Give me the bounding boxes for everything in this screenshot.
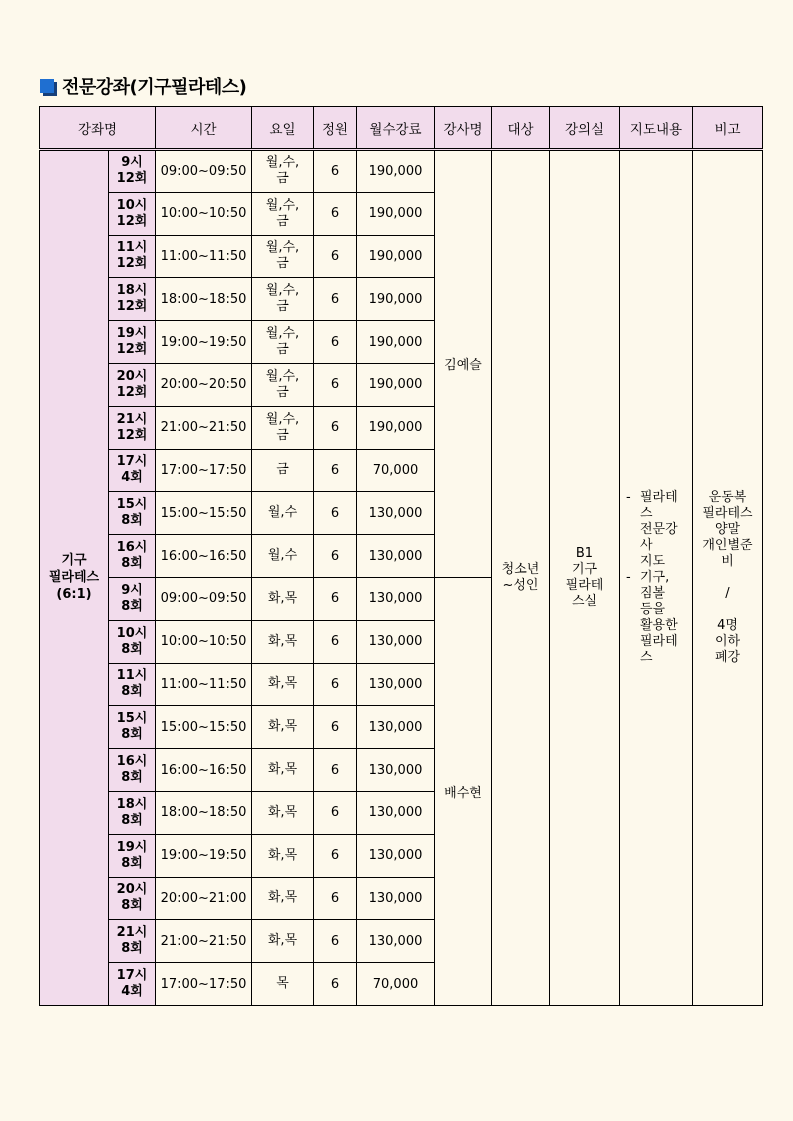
line: 8회 bbox=[121, 941, 143, 957]
fee-cell: 190,000 bbox=[357, 278, 435, 321]
line: 비 bbox=[721, 553, 734, 569]
line: 월,수 bbox=[267, 505, 298, 521]
line: 월,수, bbox=[265, 197, 300, 213]
time-cell: 19:00~19:50 bbox=[156, 321, 252, 364]
line: 10시 bbox=[116, 197, 148, 213]
line: 17시 bbox=[116, 968, 148, 984]
capacity-cell: 6 bbox=[314, 706, 357, 749]
header-target: 대상 bbox=[492, 107, 550, 150]
days-cell bbox=[252, 192, 314, 235]
capacity-cell: 6 bbox=[314, 406, 357, 449]
time-cell: 16:00~16:50 bbox=[156, 749, 252, 792]
header-instructor: 강사명 bbox=[435, 107, 492, 150]
content-cell bbox=[620, 150, 693, 1006]
line: 필라테 bbox=[640, 489, 678, 505]
dash-bullet: - bbox=[626, 569, 631, 585]
time-cell: 21:00~21:50 bbox=[156, 406, 252, 449]
session-cell bbox=[109, 706, 156, 749]
line: 8회 bbox=[121, 556, 143, 572]
line: 금 bbox=[276, 299, 289, 315]
line: 18시 bbox=[116, 283, 148, 299]
days-cell bbox=[252, 278, 314, 321]
line: 11시 bbox=[116, 240, 148, 256]
days-cell bbox=[252, 663, 314, 706]
line: 스실 bbox=[571, 593, 598, 609]
time-cell: 10:00~10:50 bbox=[156, 620, 252, 663]
line: 15시 bbox=[116, 497, 148, 513]
table-header-row bbox=[40, 107, 763, 150]
line: 사 bbox=[640, 537, 653, 553]
line: 화,목 bbox=[267, 762, 298, 778]
line: 화,목 bbox=[267, 933, 298, 949]
line: 21시 bbox=[116, 925, 148, 941]
header-days: 요일 bbox=[252, 107, 314, 150]
session-cell bbox=[109, 192, 156, 235]
instructor-cell: 배수현 bbox=[435, 577, 492, 1005]
time-cell: 20:00~21:00 bbox=[156, 877, 252, 920]
fee-cell: 190,000 bbox=[357, 363, 435, 406]
fee-cell: 130,000 bbox=[357, 877, 435, 920]
session-cell bbox=[109, 963, 156, 1006]
line: 목 bbox=[276, 976, 289, 992]
line: 금 bbox=[276, 342, 289, 358]
line: 기구 bbox=[61, 553, 87, 569]
line: (6:1) bbox=[56, 587, 92, 603]
days-cell bbox=[252, 363, 314, 406]
instructor-cell: 김예슬 bbox=[435, 150, 492, 578]
capacity-cell: 6 bbox=[314, 577, 357, 620]
line: 월,수, bbox=[265, 368, 300, 384]
time-cell: 17:00~17:50 bbox=[156, 449, 252, 492]
days-cell bbox=[252, 834, 314, 877]
line: 8회 bbox=[121, 855, 143, 871]
session-cell bbox=[109, 492, 156, 535]
line: 짐볼 bbox=[640, 585, 666, 601]
fee-cell: 190,000 bbox=[357, 192, 435, 235]
days-cell bbox=[252, 535, 314, 578]
fee-cell: 130,000 bbox=[357, 791, 435, 834]
line: 화,목 bbox=[267, 719, 298, 735]
line: 4회 bbox=[121, 470, 143, 486]
line: 8회 bbox=[121, 770, 143, 786]
line: 19시 bbox=[116, 839, 148, 855]
line: 금 bbox=[276, 213, 289, 229]
line: 8회 bbox=[121, 727, 143, 743]
capacity-cell: 6 bbox=[314, 834, 357, 877]
header-course: 강좌명 bbox=[40, 107, 156, 150]
time-cell: 11:00~11:50 bbox=[156, 663, 252, 706]
line: 금 bbox=[276, 384, 289, 400]
days-cell bbox=[252, 920, 314, 963]
line: 월,수, bbox=[265, 411, 300, 427]
time-cell: 16:00~16:50 bbox=[156, 535, 252, 578]
capacity-cell: 6 bbox=[314, 749, 357, 792]
time-cell: 19:00~19:50 bbox=[156, 834, 252, 877]
fee-cell: 130,000 bbox=[357, 706, 435, 749]
line: 기구 bbox=[571, 561, 598, 577]
time-cell: 20:00~20:50 bbox=[156, 363, 252, 406]
line: 월,수, bbox=[265, 240, 300, 256]
line: 15시 bbox=[116, 711, 148, 727]
session-cell bbox=[109, 150, 156, 193]
line: 화,목 bbox=[267, 847, 298, 863]
course-name-cell bbox=[40, 150, 109, 1006]
line: 폐강 bbox=[714, 649, 741, 665]
capacity-cell: 6 bbox=[314, 150, 357, 193]
session-cell bbox=[109, 663, 156, 706]
capacity-cell: 6 bbox=[314, 877, 357, 920]
session-cell bbox=[109, 321, 156, 364]
time-cell: 17:00~17:50 bbox=[156, 963, 252, 1006]
session-cell bbox=[109, 449, 156, 492]
session-cell bbox=[109, 363, 156, 406]
time-cell: 09:00~09:50 bbox=[156, 577, 252, 620]
section-heading bbox=[40, 74, 246, 98]
fee-cell: 190,000 bbox=[357, 150, 435, 193]
time-cell: 21:00~21:50 bbox=[156, 920, 252, 963]
capacity-cell: 6 bbox=[314, 963, 357, 1006]
line: 기구, bbox=[640, 569, 670, 585]
line bbox=[693, 570, 762, 586]
fee-cell: 130,000 bbox=[357, 577, 435, 620]
line: 12회 bbox=[116, 427, 148, 443]
section-title: 전문강좌(기구필라테스) bbox=[62, 77, 247, 98]
line: 12회 bbox=[116, 342, 148, 358]
room-cell bbox=[550, 150, 620, 1006]
line: 이하 bbox=[714, 633, 741, 649]
session-cell bbox=[109, 406, 156, 449]
capacity-cell: 6 bbox=[314, 492, 357, 535]
square-bullet-icon bbox=[40, 79, 54, 93]
session-cell bbox=[109, 877, 156, 920]
days-cell bbox=[252, 963, 314, 1006]
line: 화,목 bbox=[267, 590, 298, 606]
line: 월,수, bbox=[265, 155, 300, 171]
line: 8회 bbox=[121, 812, 143, 828]
header-capacity: 정원 bbox=[314, 107, 357, 150]
target-cell bbox=[492, 150, 550, 1006]
header-room: 강의실 bbox=[550, 107, 620, 150]
line: 4회 bbox=[121, 984, 143, 1000]
line: 8회 bbox=[121, 598, 143, 614]
line: 월,수, bbox=[265, 283, 300, 299]
line: 전문강 bbox=[640, 521, 678, 537]
session-cell bbox=[109, 791, 156, 834]
line: 스 bbox=[640, 505, 653, 521]
capacity-cell: 6 bbox=[314, 192, 357, 235]
line: 8회 bbox=[121, 513, 143, 529]
line: 등을 bbox=[640, 601, 666, 617]
days-cell bbox=[252, 791, 314, 834]
line: 활용한 bbox=[640, 617, 678, 633]
fee-cell: 130,000 bbox=[357, 535, 435, 578]
fee-cell: 190,000 bbox=[357, 321, 435, 364]
fee-cell: 70,000 bbox=[357, 449, 435, 492]
capacity-cell: 6 bbox=[314, 791, 357, 834]
line: 스 bbox=[640, 649, 653, 665]
capacity-cell: 6 bbox=[314, 278, 357, 321]
line: 12회 bbox=[116, 384, 148, 400]
header-note: 비고 bbox=[693, 107, 763, 150]
line: 8회 bbox=[121, 898, 143, 914]
session-cell bbox=[109, 834, 156, 877]
fee-cell: 190,000 bbox=[357, 406, 435, 449]
time-cell: 15:00~15:50 bbox=[156, 706, 252, 749]
header-fee: 월수강료 bbox=[357, 107, 435, 150]
line: 금 bbox=[276, 462, 289, 478]
line: 16시 bbox=[116, 754, 148, 770]
capacity-cell: 6 bbox=[314, 663, 357, 706]
line: 월,수 bbox=[267, 548, 298, 564]
line: 4명 bbox=[717, 617, 738, 633]
line: 지도 bbox=[640, 553, 666, 569]
line: 19시 bbox=[116, 326, 148, 342]
line: 월,수, bbox=[265, 326, 300, 342]
session-cell bbox=[109, 920, 156, 963]
session-cell bbox=[109, 620, 156, 663]
days-cell bbox=[252, 749, 314, 792]
days-cell bbox=[252, 620, 314, 663]
line: 필라테 bbox=[565, 577, 604, 593]
days-cell bbox=[252, 877, 314, 920]
line: 화,목 bbox=[267, 804, 298, 820]
capacity-cell: 6 bbox=[314, 449, 357, 492]
header-time: 시간 bbox=[156, 107, 252, 150]
fee-cell: 130,000 bbox=[357, 920, 435, 963]
session-cell bbox=[109, 235, 156, 278]
line: 9시 bbox=[121, 155, 143, 171]
line: 18시 bbox=[116, 796, 148, 812]
line: / bbox=[725, 585, 730, 601]
line: 화,목 bbox=[267, 633, 298, 649]
line: 필라테스 bbox=[48, 570, 100, 586]
line: 20시 bbox=[116, 882, 148, 898]
time-cell: 15:00~15:50 bbox=[156, 492, 252, 535]
line: 11시 bbox=[116, 668, 148, 684]
line: 금 bbox=[276, 427, 289, 443]
line: 8회 bbox=[121, 641, 143, 657]
capacity-cell: 6 bbox=[314, 321, 357, 364]
dash-bullet: - bbox=[626, 489, 631, 505]
line: 12회 bbox=[116, 213, 148, 229]
line: 20시 bbox=[116, 368, 148, 384]
capacity-cell: 6 bbox=[314, 920, 357, 963]
line: B1 bbox=[575, 545, 594, 561]
line: 청소년 bbox=[501, 561, 540, 577]
line: 21시 bbox=[116, 411, 148, 427]
line: 12회 bbox=[116, 256, 148, 272]
session-cell bbox=[109, 278, 156, 321]
days-cell bbox=[252, 577, 314, 620]
line: ~성인 bbox=[502, 577, 539, 593]
fee-cell: 130,000 bbox=[357, 749, 435, 792]
line: 화,목 bbox=[267, 676, 298, 692]
course-table bbox=[39, 106, 763, 1006]
fee-cell: 130,000 bbox=[357, 492, 435, 535]
line: 17시 bbox=[116, 454, 148, 470]
days-cell bbox=[252, 449, 314, 492]
line: 16시 bbox=[116, 540, 148, 556]
time-cell: 10:00~10:50 bbox=[156, 192, 252, 235]
line: 12회 bbox=[116, 171, 148, 187]
header-content: 지도내용 bbox=[620, 107, 693, 150]
content-item bbox=[626, 490, 692, 570]
capacity-cell: 6 bbox=[314, 363, 357, 406]
note-cell bbox=[693, 150, 763, 1006]
capacity-cell: 6 bbox=[314, 235, 357, 278]
fee-cell: 130,000 bbox=[357, 620, 435, 663]
line: 필라테 bbox=[640, 633, 678, 649]
line bbox=[693, 602, 762, 618]
line: 금 bbox=[276, 256, 289, 272]
days-cell bbox=[252, 235, 314, 278]
line: 양말 bbox=[714, 521, 741, 537]
capacity-cell: 6 bbox=[314, 535, 357, 578]
line: 9시 bbox=[121, 582, 143, 598]
fee-cell: 130,000 bbox=[357, 834, 435, 877]
line: 개인별준 bbox=[702, 537, 753, 553]
line: 금 bbox=[276, 171, 289, 187]
fee-cell: 130,000 bbox=[357, 663, 435, 706]
session-cell bbox=[109, 749, 156, 792]
time-cell: 11:00~11:50 bbox=[156, 235, 252, 278]
days-cell bbox=[252, 150, 314, 193]
line: 12회 bbox=[116, 299, 148, 315]
days-cell bbox=[252, 492, 314, 535]
content-item bbox=[626, 570, 692, 666]
time-cell: 09:00~09:50 bbox=[156, 150, 252, 193]
session-cell bbox=[109, 577, 156, 620]
line: 10시 bbox=[116, 625, 148, 641]
days-cell bbox=[252, 321, 314, 364]
time-cell: 18:00~18:50 bbox=[156, 791, 252, 834]
table-row bbox=[40, 150, 763, 193]
line: 운동복 bbox=[708, 489, 747, 505]
line: 화,목 bbox=[267, 890, 298, 906]
line: 8회 bbox=[121, 684, 143, 700]
fee-cell: 190,000 bbox=[357, 235, 435, 278]
time-cell: 18:00~18:50 bbox=[156, 278, 252, 321]
days-cell bbox=[252, 406, 314, 449]
days-cell bbox=[252, 706, 314, 749]
line: 필라테스 bbox=[702, 505, 753, 521]
fee-cell: 70,000 bbox=[357, 963, 435, 1006]
session-cell bbox=[109, 535, 156, 578]
capacity-cell: 6 bbox=[314, 620, 357, 663]
